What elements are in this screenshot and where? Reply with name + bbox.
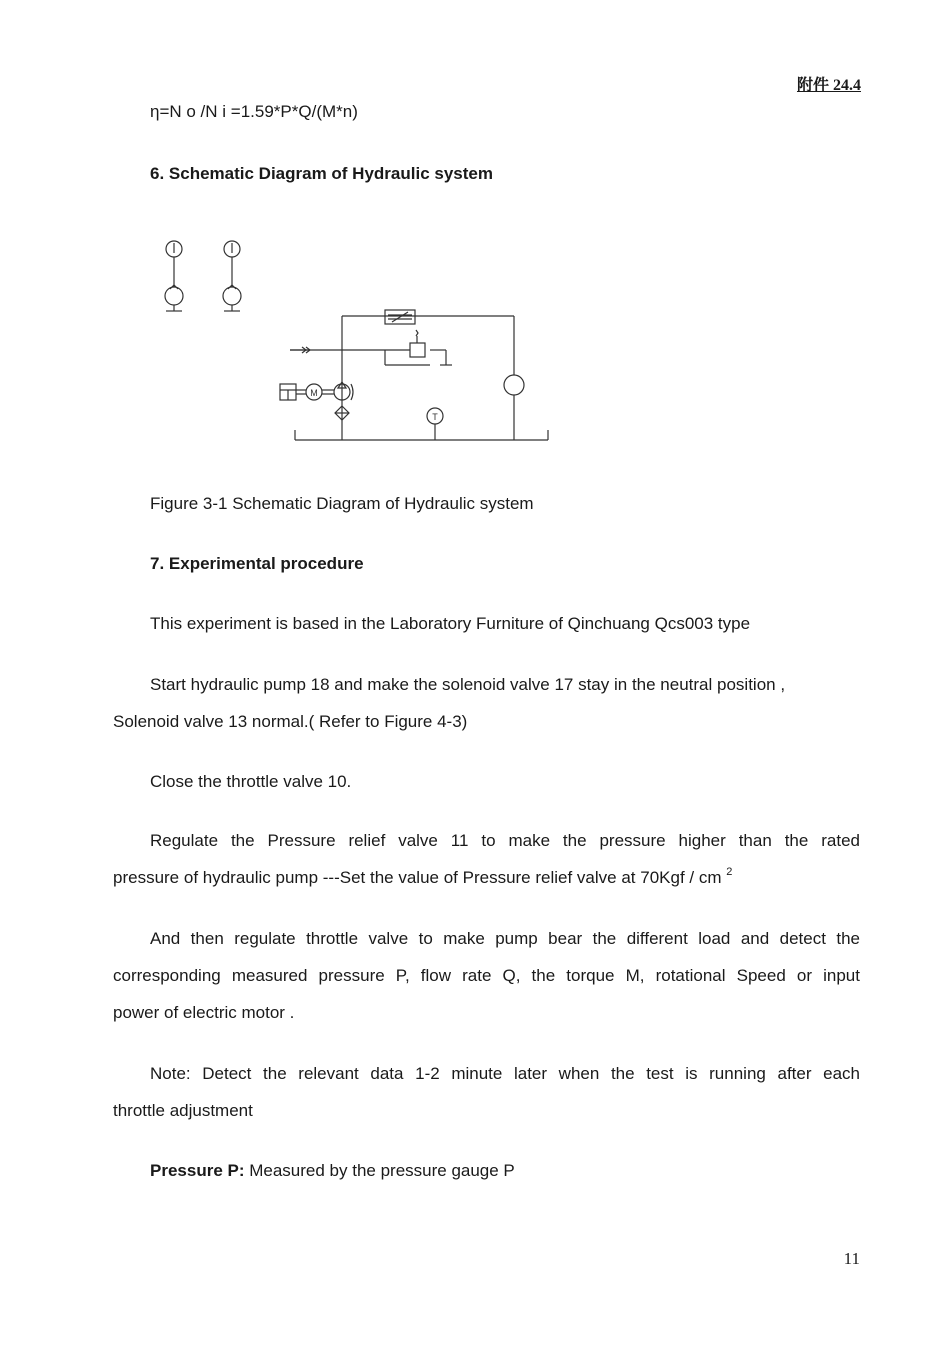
paragraph-pressure: [150, 1161, 515, 1181]
figure-caption: Figure 3-1 Schematic Diagram of Hydraulic system: [150, 494, 534, 513]
paragraph-regulate-line-2-text: pressure of hydraulic pump ---Set the value of Pressure relief valve at 70Kgf / cm: [113, 868, 722, 887]
paragraph-detect-line-1: And then regulate throttle valve to make pump bear the different load and detect the: [150, 929, 860, 948]
flow-arrow: [290, 347, 310, 353]
pressure-text: Measured by the pressure gauge P: [244, 1161, 515, 1180]
throttle-valve: [385, 310, 415, 324]
hydraulic-schematic-diagram: [160, 230, 560, 450]
paragraph-note-line-1: Note: Detect the relevant data 1-2 minute later when the test is running after each: [150, 1064, 860, 1083]
paragraph-close-throttle: Close the throttle valve 10.: [150, 772, 352, 791]
thermometer: [427, 408, 443, 440]
flow-meter: [504, 375, 524, 395]
unit-superscript: 2: [726, 866, 733, 879]
section-6-heading: 6. Schematic Diagram of Hydraulic system: [150, 164, 493, 183]
paragraph-detect-line-3: power of electric motor .: [113, 1003, 295, 1022]
paragraph-note-line-2: throttle adjustment: [113, 1101, 253, 1120]
page-number: 11: [843, 1249, 860, 1268]
circuit-lines: [290, 316, 548, 440]
paragraph-intro: This experiment is based in the Laboratory Furniture of Qinchuang Qcs003 type: [150, 614, 751, 633]
pressure-gauge-1: [165, 241, 183, 311]
paragraph-start-line-1: Start hydraulic pump 18 and make the solenoid valve 17 stay in the neutral position ,: [150, 675, 786, 694]
paragraph-start-line-2: Solenoid valve 13 normal.( Refer to Figure 4-3): [113, 712, 468, 731]
pressure-gauge-2: [223, 241, 241, 311]
motor-symbol-letter: M: [310, 388, 318, 398]
pressure-relief-valve: [410, 330, 425, 357]
paragraph-regulate-line-1: Regulate the Pressure relief valve 11 to make the pressure higher than the rated: [150, 831, 860, 850]
paragraph-detect-line-2: corresponding measured pressure P, flow rate Q, the torque M, rotational Speed or input: [113, 966, 860, 985]
document-header-label: 附件 24.4: [796, 77, 861, 94]
efficiency-formula: η=N o /N i =1.59*P*Q/(M*n): [150, 102, 358, 121]
thermometer-symbol-letter: T: [432, 412, 438, 422]
section-7-heading: 7. Experimental procedure: [150, 554, 364, 573]
paragraph-regulate-line-2: [113, 868, 732, 888]
pressure-label: Pressure P:: [150, 1161, 245, 1180]
